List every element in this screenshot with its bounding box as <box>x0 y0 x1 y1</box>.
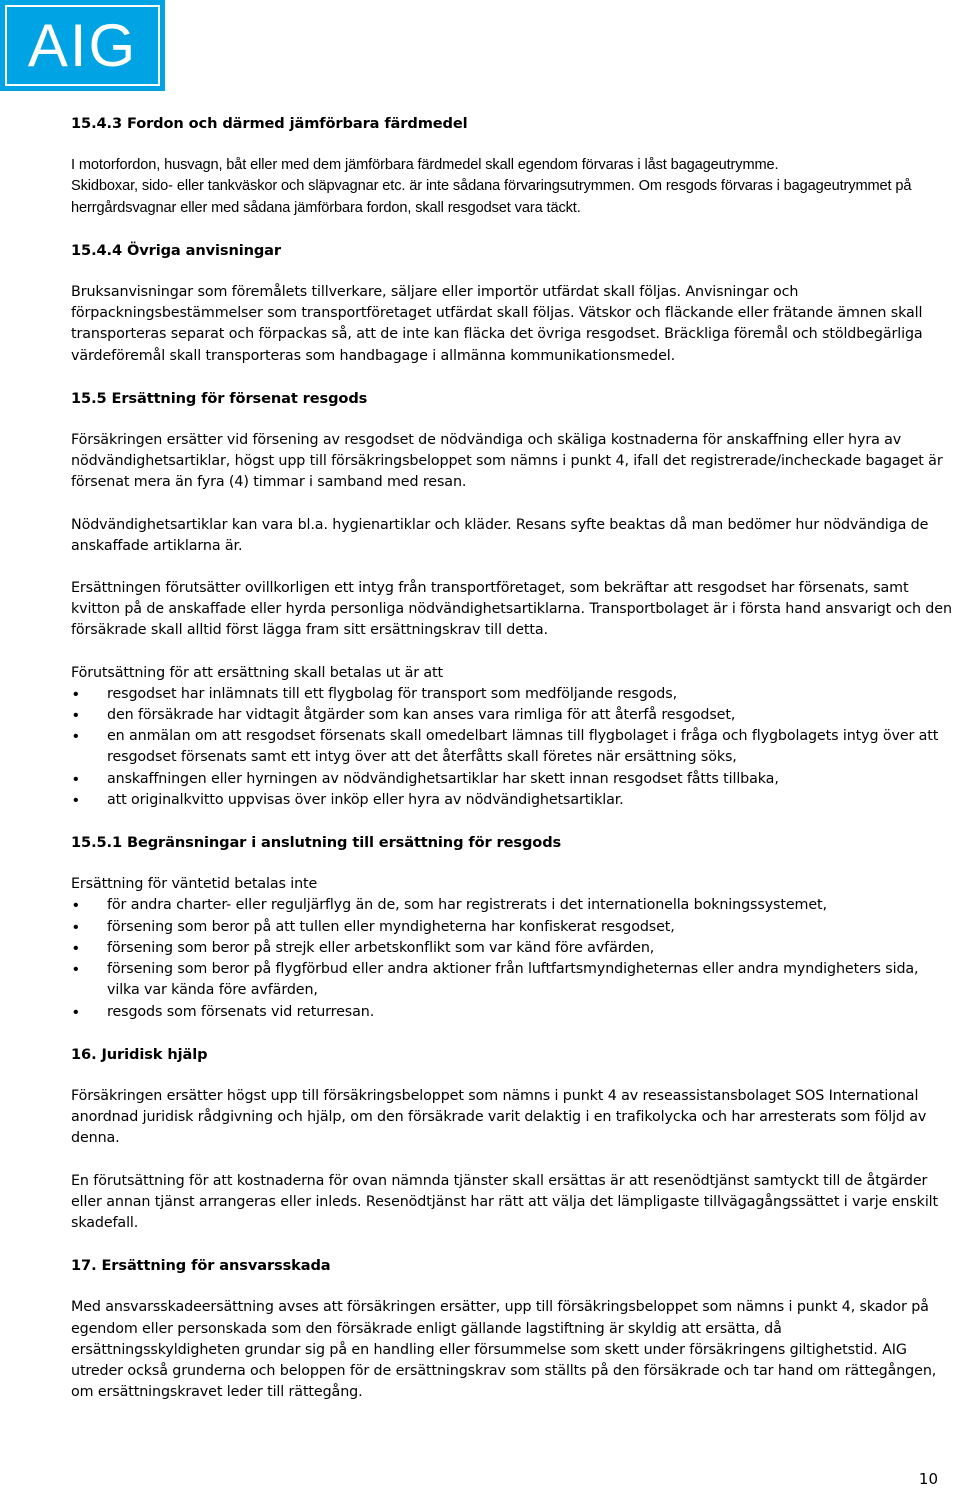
paragraph: Nödvändighetsartiklar kan vara bl.a. hygienartiklar och kläder. Resans syfte beaktas då man bedömer hur nödvändiga de anskaffade artiklarna är. <box>71 516 929 554</box>
heading-15-4-4: 15.4.4 Övriga anvisningar <box>71 241 281 259</box>
paragraph: Förutsättning för att ersättning skall betalas ut är att <box>71 664 444 681</box>
list-item: • försening som beror på flygförbud eller andra aktioner från luftfartsmyndigheternas eller andra myndigheters sida, vilka var kända före avfärden, <box>71 959 955 1001</box>
aig-logo-frame <box>5 5 160 86</box>
heading-15-4-3: 15.4.3 Fordon och därmed jämförbara färdmedel <box>71 115 468 132</box>
page-number: 10 <box>918 1470 938 1488</box>
paragraph: Ersättningen förutsätter ovillkorligen ett intyg från transportföretaget, som bekräftar att resgodset har försenats, samt kvitton på de anskaffade eller hyrda personliga nödvändighetsartiklarna. Transportbolaget är i första hand ansvarigt och den försäkrade skall alltid först lägga fram sitt ersättningskrav till detta. <box>71 580 952 639</box>
list-item: • den försäkrade har vidtagit åtgärder som kan anses vara rimliga för att återfå resgodset, <box>71 705 955 726</box>
paragraph: En förutsättning för att kostnaderna för ovan nämnda tjänster skall ersättas är att resenödtjänst samtyckt till de åtgärder eller annan tjänst arrangeras eller inleds. Resenödtjänst har rätt att välja det lämpligaste tillvägagångssättet i varje enskilt skadefall. <box>71 1172 939 1231</box>
heading-16: 16. Juridisk hjälp <box>71 1045 208 1063</box>
list-item: • resgods som försenats vid returresan. <box>71 1002 955 1023</box>
bullet-list <box>71 895 955 1022</box>
paragraph: Med ansvarsskadeersättning avses att försäkringen ersätter, upp till försäkringsbeloppet som nämns i punkt 4, skador på egendom eller personskada som den försäkrade enligt gällande lagstiftning är skyldig att ersätta, då ersättningsskyldigheten grundar sig på en handling eller försummelse som skett under försäkringens giltighetstid. AIG utreder också grunderna och beloppen för de ersättningskrav som ställts på den försäkrade och tar hand om rättegången, om ersättningskravet leder till rättegång. <box>71 1299 937 1401</box>
list-item: • en anmälan om att resgodset försenats skall omedelbart lämnas till flygbolaget i fråga och flygbolagets intyg över att resgodset försenats samt ett intyg över att det återfåtts skall företes när ersättning söks, <box>71 726 955 768</box>
aig-logo <box>0 0 165 91</box>
heading-17: 17. Ersättning för ansvarsskada <box>71 1257 331 1275</box>
paragraph: Försäkringen ersätter vid försening av resgodset de nödvändiga och skäliga kostnaderna för anskaffning eller hyra av nödvändighetsartiklar, högst upp till försäkringsbeloppet som nämns i punkt 4, ifall det registrerade/incheckade bagaget är försenat mera än fyra (4) timmar i samband med resan. <box>71 432 943 491</box>
paragraph: Försäkringen ersätter högst upp till försäkringsbeloppet som nämns i punkt 4 av reseassistansbolaget SOS International anordnad juridisk rådgivning och hjälp, om den försäkrade varit delaktig i en trafikolycka och har arresterats som följd av denna. <box>71 1087 927 1147</box>
list-item: • att originalkvitto uppvisas över inköp eller hyra av nödvändighetsartiklar. <box>71 790 955 811</box>
heading-15-5: 15.5 Ersättning för försenat resgods <box>71 389 368 407</box>
heading-15-5-1: 15.5.1 Begränsningar i anslutning till ersättning för resgods <box>71 834 562 852</box>
list-item: • försening som beror på strejk eller arbetskonflikt som var känd före avfärden, <box>71 938 955 959</box>
list-item: • anskaffningen eller hyrningen av nödvändighetsartiklar har skett innan resgodset fåtts tillbaka, <box>71 769 955 790</box>
bullet-list <box>71 684 955 811</box>
paragraph: I motorfordon, husvagn, båt eller med dem jämförbara färdmedel skall egendom förvaras i låst bagageutrymme. Skidboxar, sido- eller tankväskor och släpvagnar etc. är inte sådana förvaringsutrymmen. Om resgods förvaras i bagageutrymmet på herrgårdsvagnar eller med sådana jämförbara fordon, skall resgodset vara täckt. <box>71 157 912 216</box>
list-item: • försening som beror på att tullen eller myndigheterna har konfiskerat resgodset, <box>71 917 955 938</box>
document-body <box>71 113 955 1424</box>
list-item: • för andra charter- eller reguljärflyg än de, som har registrerats i det internationella bokningssystemet, <box>71 895 955 916</box>
list-item: • resgodset har inlämnats till ett flygbolag för transport som medföljande resgods, <box>71 684 955 705</box>
paragraph: Ersättning för väntetid betalas inte <box>71 876 318 893</box>
aig-logo-text: AIG <box>27 11 138 79</box>
paragraph: Bruksanvisningar som föremålets tillverkare, säljare eller importör utfärdat skall följas. Anvisningar och förpackningsbestämmelser som transportföretaget utfärdat skall följas. Vätskor och fläckande eller frätande ämnen skall transporteras separat och förpackas så, att de inte kan fläcka det övriga resgodset. Bräckliga föremål och stöldbegärliga värdeföremål skall transporteras som handbagage i allmänna kommunikationsmedel. <box>71 284 923 364</box>
